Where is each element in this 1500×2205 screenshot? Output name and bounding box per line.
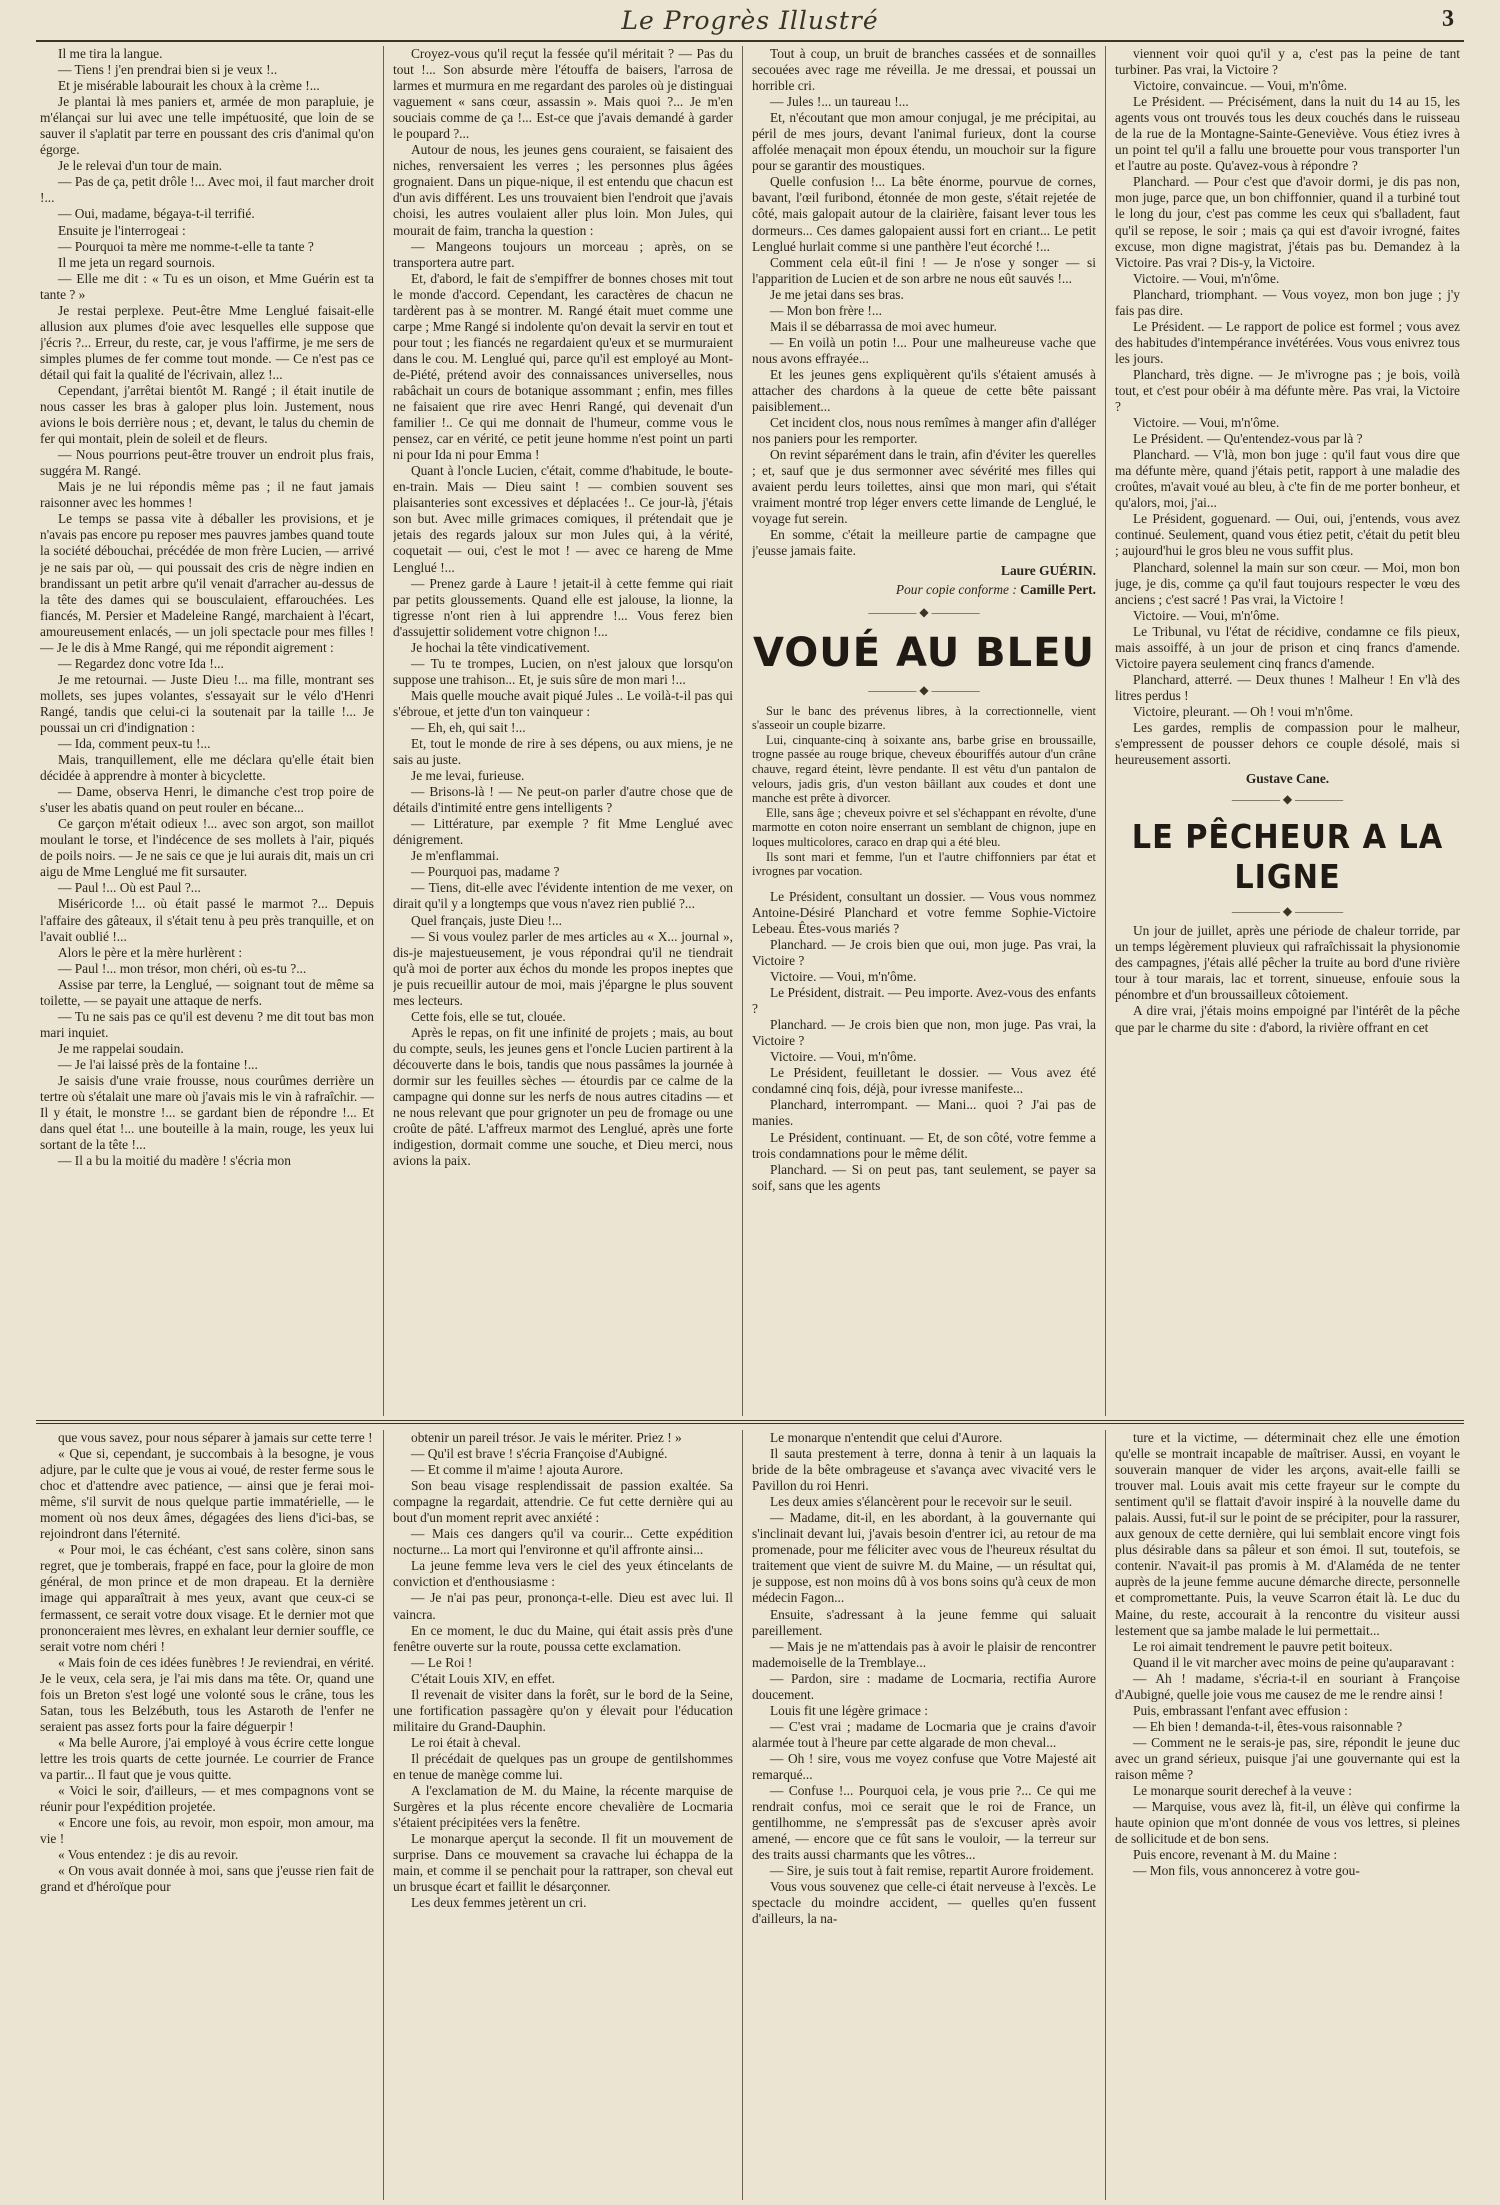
- paragraph: — Mais je ne m'attendais pas à avoir le plaisir de rencontrer mademoiselle de la Tremblaye...: [752, 1638, 1096, 1670]
- paragraph: Planchard. — Je crois bien que oui, mon juge. Pas vrai, la Victoire ?: [752, 936, 1096, 968]
- ornament-divider: ———— ◆ ————: [868, 682, 980, 697]
- paragraph: — Regardez donc votre Ida !...: [58, 655, 224, 671]
- paragraph: Planchard. — Si on peut pas, tant seulement, se payer sa soif, sans que les agents: [752, 1161, 1096, 1193]
- paragraph: Le Président. — Le rapport de police est formel ; vous avez des habitudes d'intempérance invétérées. Vous vous enivrez tous les jours.: [1115, 318, 1460, 366]
- paragraph: — Eh, eh, qui sait !...: [411, 719, 526, 735]
- paragraph: — Le Roi !: [411, 1654, 473, 1670]
- paragraph: — Oui, madame, bégaya-t-il terrifié.: [58, 206, 255, 222]
- paragraph: Il me jeta un regard sournois.: [58, 254, 215, 270]
- paragraph: Planchard, triomphant. — Vous voyez, mon bon juge ; j'y fais pas dire.: [1115, 286, 1460, 318]
- paragraph: — Pourquoi ta mère me nomme-t-elle ta tante ?: [58, 238, 314, 254]
- column-divider: [1105, 46, 1106, 1416]
- paragraph: Et, tout le monde de rire à ses dépens, ou aux miens, je ne sais au juste.: [393, 736, 733, 768]
- paragraph: — Sire, je suis tout à fait remise, repartit Aurore froidement.: [770, 1863, 1094, 1879]
- paragraph: — Tu ne sais pas ce qu'il est devenu ? me dit tout bas mon mari inquiet.: [40, 1008, 374, 1040]
- copy-name: Camille Pert.: [1020, 581, 1096, 597]
- paragraph: « On vous avait donnée à moi, sans que j'eusse rien fait de grand et d'héroïque pour: [40, 1863, 374, 1895]
- paragraph: Mais quelle mouche avait piqué Jules .. Le voilà-t-il pas qui s'ébroue, et jette d'un ton vainqueur :: [393, 687, 733, 719]
- paragraph: Le Président. — Précisément, dans la nuit du 14 au 15, les agents vous ont trouvés tous les deux couchés dans le ruisseau de la rue de la Montagne-Sainte-Geneviève. Vous étiez ivres à un point tel qu'il a fallu une brouette pour vous transporter l'un et l'autre au poste. Qu'avez-vous à répondre ?: [1115, 94, 1460, 174]
- paragraph: Puis encore, revenant à M. du Maine :: [1133, 1847, 1338, 1863]
- header-rule: [36, 40, 1464, 42]
- paragraph: Planchard, interrompant. — Mani... quoi ? J'ai pas de manies.: [752, 1097, 1096, 1129]
- article-preamble: [752, 704, 1096, 879]
- paragraph: — Ida, comment peux-tu !...: [58, 736, 211, 752]
- section-rule: [36, 1420, 1464, 1424]
- paragraph: Cette fois, elle se tut, clouée.: [411, 1008, 566, 1024]
- paragraph: Victoire, convaincue. — Voui, m'n'ôme.: [1133, 78, 1348, 94]
- paragraph: Planchard, solennel la main sur son cœur. — Moi, mon bon juge, je dis, comme ça qu'il faut toujours respecter le vœu des anciens ; c'est sacré ! Pas vrai, la Victoire !: [1115, 559, 1460, 607]
- paragraph: — Ah ! madame, s'écria-t-il en souriant à Françoise d'Aubigné, quelle joie vous me causez de me le rendre ainsi !: [1115, 1670, 1460, 1702]
- paragraph: — Tu te trompes, Lucien, on n'est jaloux que lorsqu'on suppose une trahison... Et, je suis sûre de mon mari !...: [393, 655, 733, 687]
- paragraph: Il revenait de visiter dans la forêt, sur le bord de la Seine, une fortification passagère qu'on y élevait pour l'éducation militaire du Grand-Dauphin.: [393, 1686, 733, 1734]
- paragraph: Ils sont mari et femme, l'un et l'autre chiffonniers par état et ivrognes par vocation.: [752, 849, 1096, 879]
- paragraph: Je hochai la tête vindicativement.: [411, 639, 590, 655]
- paragraph: — Pas de ça, petit drôle !... Avec moi, il faut marcher droit !...: [40, 174, 374, 206]
- page-number: 3: [1442, 6, 1454, 32]
- paragraph: Sur le banc des prévenus libres, à la correctionnelle, vient s'asseoir un couple bizarre.: [752, 703, 1096, 733]
- paragraph: Miséricorde !... où était passé le marmot ?... Depuis l'affaire des gâteaux, il s'était tenu à peu près tranquille, et on l'avait oublié !...: [40, 896, 374, 944]
- paragraph: « Mais foin de ces idées funèbres ! Je reviendrai, en vérité. Je le veux, cela sera, je l'ai mis dans ma tête. Or, quand une fois un Breton s'est logé une volonté sous le crâne, tous les Satan, tous les Belzébuth, tous les Astaroth de l'enfer ne seraient pas assez forts pour la faire déguerpir !: [40, 1654, 374, 1734]
- paragraph: Quel français, juste Dieu !...: [411, 912, 562, 928]
- paragraph: — Je l'ai laissé près de la fontaine !...: [58, 1056, 258, 1072]
- paragraph: — Pourquoi pas, madame ?: [411, 864, 560, 880]
- paragraph: — Dame, observa Henri, le dimanche c'est trop poire de s'user les abatis quand on peut rouler en bécane...: [40, 784, 374, 816]
- paragraph: — Paul !... mon trésor, mon chéri, où es-tu ?...: [58, 960, 307, 976]
- paragraph: — Littérature, par exemple ? fit Mme Lenglué avec dénigrement.: [393, 816, 733, 848]
- paragraph: Le temps se passa vite à déballer les provisions, et je n'avais pas encore pu reposer mes pauvres jambes quand toute la société débouchai, précédée de mon frère Lucien, — arrivé je ne sais par où, — qui poussait des cris de nègre indien en brandissant un petit arbre qu'il venait d'arracher au-dessus de la tête des dames qui se bousculaient, effarouchées. Les fiancés, M. Persier et Madeleine Rangé, marchaient à l'écart, amoureusement enlacés, — un joli spectacle pour mes filles ! — Je le dis à Mme Rangé, qui me répondit aigrement :: [40, 511, 374, 655]
- bottom-column-1: [40, 1430, 374, 2200]
- paragraph: Je plantai là mes paniers et, armée de mon parapluie, je m'élançai sur lui avec une telle impétuosité, que loin de se sauver il s'aplatit par terre en poussant des cris d'animal qu'on égorge.: [40, 94, 374, 158]
- paragraph: Quelle confusion !... La bête énorme, pourvue de cornes, bavant, l'œil furibond, étonnée de mon geste, s'était rejetée de côté, mais galopait autour de la clairière, faisant lever tous les dormeurs... Ces dames galopaient aussi fort en criant... Le petit Lenglué hurlait comme si une panthère l'eut écorché !...: [752, 174, 1096, 254]
- paragraph: — Et comme il m'aime ! ajouta Aurore.: [411, 1462, 624, 1478]
- paragraph: Le roi était à cheval.: [411, 1734, 521, 1750]
- paragraph: Je m'enflammai.: [411, 848, 499, 864]
- top-column-4: [1115, 46, 1460, 1416]
- paragraph: Planchard. — Je crois bien que non, mon juge. Pas vrai, la Victoire ?: [752, 1017, 1096, 1049]
- paragraph: — Marquise, vous avez là, fit-il, un élève qui confirme la haute opinion que m'ont donnée de vous vos lettres, si pleines de sollicitude et de bon sens.: [1115, 1799, 1460, 1847]
- paragraph: Victoire, pleurant. — Oh ! voui m'n'ôme.: [1133, 703, 1354, 719]
- paragraph: Le monarque sourit derechef à la veuve :: [1133, 1783, 1352, 1799]
- paragraph: — Je n'ai pas peur, prononça-t-elle. Dieu est avec lui. Il vaincra.: [393, 1590, 733, 1622]
- paragraph: Le monarque aperçut la seconde. Il fit un mouvement de surprise. Dans ce mouvement sa cravache lui échappa de la main, et comme il se penchait pour la rattraper, son cheval eut un brusque écart et faillit le désarçonner.: [393, 1831, 733, 1895]
- paragraph: Croyez-vous qu'il reçut la fessée qu'il méritait ? — Pas du tout !... Son absurde mère l'étouffa de baisers, l'arrosa de larmes et murmura en me regardant des paroles où je distinguai vaguement « sans cœur, assassin ». Mais quoi ?... Je m'en souciais comme de ça !... Est-ce que j'avais demandé à garder le poupard ?...: [393, 46, 733, 142]
- paragraph: — Pardon, sire : madame de Locmaria, rectifia Aurore doucement.: [752, 1670, 1096, 1702]
- column-divider: [742, 46, 743, 1416]
- paragraph: Planchard, atterré. — Deux thunes ! Malheur ! En v'là des litres perdus !: [1115, 671, 1460, 703]
- column-divider: [383, 46, 384, 1416]
- paragraph: Et, n'écoutant que mon amour conjugal, je me précipitai, au péril de mes jours, devant l'animal furieux, dont la course affolée menaçait mon époux étendu, un mouchoir sur la figure pour se garantir des moustiques.: [752, 110, 1096, 174]
- paragraph: — En voilà un potin !... Pour une malheureuse vache que nous avons effrayée...: [752, 334, 1096, 366]
- article-title: VOUÉ AU BLEU: [753, 629, 1095, 676]
- paragraph: que vous savez, pour nous séparer à jamais sur cette terre !: [58, 1430, 373, 1445]
- paragraph: Quant à l'oncle Lucien, c'était, comme d'habitude, le boute-en-train. Mais — Dieu saint ! — combien souvent ses plaisanteries sont excessives et déplacées !.. Ce jour-là, j'étais son but. Avec mille grimaces comiques, il prétendait que je jetais des regards jaloux sur mon Jules qui, à la vérité, coquetait — oui, c'est le mot ! — avec ce hareng de Mme Lenglué !...: [393, 463, 733, 575]
- paragraph: viennent voir quoi qu'il y a, c'est pas la peine de tant turbiner. Pas vrai, la Victoire ?: [1115, 46, 1460, 78]
- paragraph: Victoire. — Voui, m'n'ôme.: [770, 1049, 917, 1065]
- paragraph: Il me tira la langue.: [58, 46, 163, 61]
- masthead: [40, 6, 1460, 34]
- paragraph: Les deux amies s'élancèrent pour le recevoir sur le seuil.: [770, 1494, 1073, 1510]
- paragraph: Planchard, très digne. — Je m'ivrogne pas ; je bois, voilà tout, et c'est pour obéir à ma défunte mère. Pas vrai, la Victoire ?: [1115, 366, 1460, 415]
- paragraph: En somme, c'était la meilleure partie de campagne que j'eusse jamais faite.: [752, 527, 1096, 559]
- top-column-1: [40, 46, 374, 1416]
- paragraph: — Mon fils, vous annoncerez à votre gou-: [1133, 1863, 1360, 1879]
- paragraph: ture et la victime, — déterminait chez elle une émotion qu'elle se montrait incapable de maîtriser. Aussi, en voyant le souverain manquer de vider les arçons, avait-elle failli se trouver mal. Louis avait mis cette frayeur sur le compte du sentiment qu'il se flattait d'avoir inspiré à la nouvelle dame du palais. Aussi, fut-il sur le point de se précipiter, pour la rassurer, aux genoux de cette dernière, qui lui semblait encore vingt fois plus désirable dans sa pâleur et son émoi. Il sut, toutefois, se contenir. N'avait-il pas promis à M. d'Alaméda de ne tenter auprès de la jeune femme aucune démarche directe, personnelle et compromettante. Puis, la veuve Scarron était là. Le duc du Maine, du reste, accourait à la rencontre du visiteur aussi lestement que sa jambe malade le lui permettait...: [1115, 1430, 1460, 1638]
- paragraph: Je me jetai dans ses bras.: [770, 286, 904, 302]
- column-divider: [383, 1430, 384, 2200]
- paragraph: — Qu'il est brave ! s'écria Françoise d'Aubigné.: [411, 1446, 668, 1462]
- paragraph: — Oh ! sire, vous me voyez confuse que Votre Majesté ait remarqué...: [752, 1750, 1096, 1782]
- paragraph: — Prenez garde à Laure ! jetait-il à cette femme qui riait par petits gloussements. Quand elle est jalouse, la lionne, la tigresse n'ont rien à lui apprendre !... Vous ferez bien d'assujettir solidement votre chignon !...: [393, 575, 733, 639]
- ornament-divider: ———— ◆ ————: [1231, 792, 1344, 807]
- paragraph: — Si vous voulez parler de mes articles au « X... journal », dis-je majestueusement, je vous répondrai qu'il ne tiendrait qu'à moi de porter aux échos du monde les propos ineptes que je puis recueillir autour de moi, mais j'épargne le plus souvent mes lecteurs.: [393, 928, 733, 1008]
- paragraph: Je saisis d'une vraie frousse, nous courûmes derrière un tertre où s'étalait une mare où j'avais mis le vin à rafraîchir. — Il y était, le monstre !... se gardant bien de répondre !... Et dans quel état !... une bouteille à la main, rouge, les yeux lui sortant de la tête !...: [40, 1073, 374, 1153]
- paragraph: Je me rappelai soudain.: [58, 1040, 184, 1056]
- paragraph: — Mangeons toujours un morceau ; après, on se transportera autre part.: [393, 238, 733, 270]
- ornament-divider: ———— ◆ ————: [868, 604, 980, 619]
- paragraph: Louis fit une légère grimace :: [770, 1702, 929, 1718]
- article-title: LE PÊCHEUR A LA LIGNE: [1131, 817, 1444, 897]
- paragraph: Vous vous souvenez que celle-ci était nerveuse à l'excès. Le spectacle du moindre accident, — quelles qu'en fussent d'ailleurs, la na-: [752, 1879, 1096, 1927]
- paragraph: Elle, sans âge ; cheveux poivre et sel s'échappant en révolte, d'une marmotte en coton noire enserrant un semblant de chignon, jupe en loques multicolores, caraco en drap qui a été bleu.: [752, 805, 1096, 850]
- paragraph: — Elle me dit : « Tu es un oison, et Mme Guérin est ta tante ? »: [40, 270, 374, 302]
- paragraph: Lui, cinquante-cinq à soixante ans, barbe grise en broussaille, trogne passée au rouge brique, cheveux ébouriffés autour d'un crâne chauve, regard éteint, lèvre pendante. Il est vêtu d'un pantalon de velours, jadis gris, d'un veston bâillant aux coudes et dont une manche est prête à divorcer.: [752, 732, 1096, 806]
- paragraph: Le monarque n'entendit que celui d'Aurore.: [770, 1430, 1003, 1445]
- paragraph: Les deux femmes jetèrent un cri.: [411, 1895, 587, 1911]
- paragraph: Victoire. — Voui, m'n'ôme.: [1133, 415, 1280, 431]
- top-column-3: [752, 46, 1096, 1416]
- paragraph: En ce moment, le duc du Maine, qui était assis près d'une fenêtre ouverte sur la route, poussa cette exclamation.: [393, 1622, 733, 1654]
- paragraph: Quand il le vit marcher avec moins de peine qu'auparavant :: [1133, 1654, 1455, 1670]
- paragraph: Et je misérable labourait les choux à la crème !...: [58, 78, 320, 94]
- top-column-2: [393, 46, 733, 1416]
- paragraph: A dire vrai, j'étais moins empoigné par l'intérêt de la pêche que par le charme du site : d'abord, la rivière offrant en cet: [1115, 1003, 1460, 1035]
- paragraph: Le Tribunal, vu l'état de récidive, condamne ce fils pieux, mais assoiffé, à un jour de prison et cinq francs d'amende. Victoire payera seulement cinq francs d'amende.: [1115, 623, 1460, 671]
- paragraph: Le Président, continuant. — Et, de son côté, votre femme a trois condamnations pour le même délit.: [752, 1129, 1096, 1161]
- paragraph: « Vous entendez : je dis au revoir.: [58, 1847, 239, 1863]
- paragraph: Il précédait de quelques pas un groupe de gentilshommes en tenue de manège comme lui.: [393, 1750, 733, 1782]
- paragraph: Un jour de juillet, après une période de chaleur torride, par un temps légèrement pluvieux qui rafraîchissait la physionomie des campagnes, j'étais allé pêcher la truite au bord d'une rivière tour à tour marais, lac et torrent, sinueuse, enfouie sous la pénombre et d'un broussailleux côtoiement.: [1115, 923, 1460, 1003]
- paragraph: — Mon bon frère !...: [770, 302, 882, 318]
- paragraph: — Jules !... un taureau !...: [770, 94, 909, 110]
- column-divider: [1105, 1430, 1106, 2200]
- paragraph: Je restai perplexe. Peut-être Mme Lenglué faisait-elle allusion aux plumes d'oie avec lesquelles elle suppose que j'écris ?... Erreur, du reste, car, je vous l'affirme, je me sers de simples plumes de fer comme tout monde. — Ce n'est pas ce détail qui fait la qualité de l'écrivain, allez !...: [40, 302, 374, 382]
- paragraph: Assise par terre, la Lenglué, — soignant tout de même sa toilette, — se payait une attaque de nerfs.: [40, 976, 374, 1008]
- paragraph: Et les jeunes gens expliquèrent qu'ils s'étaient amusés à attacher des chardons à la queue de cette bête paissant paisiblement...: [752, 366, 1096, 415]
- paragraph: — Confuse !... Pourquoi cela, je vous prie ?... Ce qui me rendrait confus, moi ce serait que le roi de France, un gentilhomme, ne s'empressât pas de s'excuser après avoir amené, — encore que ce fût sans le vouloir, — la terreur sur des traits aussi charmants que les vôtres...: [752, 1783, 1096, 1863]
- paragraph: Le Président. — Qu'entendez-vous par là ?: [1133, 431, 1363, 447]
- author-signature: Gustave Cane.: [1245, 771, 1330, 787]
- paragraph: — Madame, dit-il, en les abordant, à la gouvernante qui s'inclinait devant lui, j'avais besoin d'entrer ici, au retour de ma promenade, pour me féliciter avec vous de l'heureux résultat du traitement que vient de suivre M. du Maine, — un résultat qui, je suppose, est non moins dû à vos bons soins qu'à ceux de mon médecin Fagon...: [752, 1510, 1096, 1606]
- paragraph: — Eh bien ! demanda-t-il, êtes-vous raisonnable ?: [1133, 1718, 1403, 1734]
- paragraph: On revint séparément dans le train, afin d'éviter les querelles ; et, sauf que je dus sermonner avec sévérité mes filles qui avaient perdu leurs toilettes, ainsi que mon mari, qui s'était vraiment montré trop léger envers cette limande de Lenglué, le voyage fut serein.: [752, 447, 1096, 527]
- paragraph: « Pour moi, le cas échéant, c'est sans colère, sinon sans regret, que je tomberais, frappé en face, pour la gloire de mon général, de mon prince et de mon drapeau. Et la dernière image qui apparaîtrait à mes yeux, avant que ceux-ci se fermassent, ce serait votre doux visage. Et le dernier mot que prononceraient mes lèvres, en exhalant leur dernier souffle, ce serait votre nom chéri !: [40, 1542, 374, 1654]
- paragraph: Victoire. — Voui, m'n'ôme.: [770, 969, 917, 985]
- paragraph: — Comment ne le serais-je pas, sire, répondit le jeune duc avec un grand sérieux, puisque j'ai une gouvernante qui est la raison même ?: [1115, 1734, 1460, 1782]
- paragraph: La jeune femme leva vers le ciel des yeux étincelants de conviction et d'enthousiasme :: [393, 1558, 733, 1590]
- paragraph: — Brisons-là ! — Ne peut-on parler d'autre chose que de détails d'intimité entre gens intelligents ?: [393, 784, 733, 816]
- paragraph: Après le repas, on fit une infinité de projets ; mais, au bout du compte, seuls, les jeunes gens et l'oncle Lucien partirent à la découverte dans le bois, tandis que nous passâmes la journée à dormir sur les feuilles sèches — étourdis par ce calme de la campagne qui donne sur les nerfs de nous autres citadins — et ne nous relevant que pour grignoter un peu de fromage ou une croûte de pâté. L'affreux marmot des Lenglué, après une forte indigestion, dormait comme une souche, et Dieu merci, nous avions la paix.: [393, 1024, 733, 1169]
- paragraph: Cependant, j'arrêtai bientôt M. Rangé ; il était inutile de nous casser les bras à galoper plus loin. Justement, nous avions le bois derrière nous ; et, devant, le talus du chemin de fer qui montait, plein de soleil et de fleurs.: [40, 382, 374, 447]
- paragraph: Ensuite je l'interrogeai :: [58, 222, 186, 238]
- paragraph: Victoire. — Voui, m'n'ôme.: [1133, 270, 1280, 286]
- paragraph: Je me levai, furieuse.: [411, 768, 525, 784]
- paragraph: Tout à coup, un bruit de branches cassées et de sonnailles secouées avec rage me réveilla. Je me dressai, et poussai un horrible cri.: [752, 46, 1096, 94]
- paragraph: Ensuite, s'adressant à la jeune femme qui saluait pareillement.: [752, 1606, 1096, 1638]
- paragraph: « Encore une fois, au revoir, mon espoir, mon amour, ma vie !: [40, 1815, 374, 1847]
- paragraph: Le Président, feuilletant le dossier. — Vous avez été condamné cinq fois, déjà, pour ivresse manifeste...: [752, 1065, 1096, 1097]
- paragraph: Je me retournai. — Juste Dieu !... ma fille, montrant ses mollets, ses jupes volantes, s'essayait sur le vélo d'Henri Rangé, tandis que celui-ci la soutenait par la taille !... Je poussai un cri d'indignation :: [40, 671, 374, 735]
- paragraph: — Tiens ! j'en prendrai bien si je veux !..: [58, 62, 278, 78]
- paragraph: Mais, tranquillement, elle me déclara qu'elle était bien décidée à apprendre à monter à bicyclette.: [40, 752, 374, 784]
- paragraph: — Il a bu la moitié du madère ! s'écria mon: [58, 1153, 291, 1169]
- paragraph: Le Président, consultant un dossier. — Vous vous nommez Antoine-Désiré Planchard et votre femme Sophie-Victoire Lebeau. Êtes-vous mariés ?: [752, 888, 1096, 936]
- paragraph: Le roi aimait tendrement le pauvre petit boiteux.: [1133, 1638, 1393, 1654]
- paragraph: Alors le père et la mère hurlèrent :: [58, 944, 243, 960]
- paragraph: Cet incident clos, nous nous remîmes à manger afin d'alléger nos paniers pour les remporter.: [752, 415, 1096, 447]
- paragraph: Ce garçon m'était odieux !... avec son argot, son maillot moulant le torse, et l'indécence de ses mollets à l'air, piqués de poils noirs. — Je ne sais ce que je lui aurais dit, mais un cri aigu de Mme Lenglué me fit sursauter.: [40, 816, 374, 880]
- column-divider: [742, 1430, 743, 2200]
- paragraph: — Paul !... Où est Paul ?...: [58, 880, 201, 896]
- paragraph: Le Président, distrait. — Peu importe. Avez-vous des enfants ?: [752, 985, 1096, 1017]
- bottom-column-2: [393, 1430, 733, 2200]
- copy-line: [752, 582, 1096, 598]
- paragraph: « Que si, cependant, je succombais à la besogne, je vous adjure, par le culte que je vous ai voué, de rester ferme sous le choc et d'attendre avec patience, — ainsi que je ferai moi-même, s'il survit de nous quelque partie immatérielle, — le moment où nos deux âmes, dégagées des liens d'ici-bas, se rejoindront dans l'éternité.: [40, 1446, 374, 1542]
- paragraph: — Tiens, dit-elle avec l'évidente intention de me vexer, on dirait qu'il y a longtemps que vous n'avez rien publié ?...: [393, 880, 733, 912]
- paragraph: Les gardes, remplis de compassion pour le malheur, s'empressent de pousser dehors ce couple désolé, mais si heureusement assorti.: [1115, 719, 1460, 768]
- paragraph: C'était Louis XIV, en effet.: [411, 1670, 555, 1686]
- paragraph: Mais je ne lui répondis même pas ; il ne faut jamais raisonner avec les hommes !: [40, 479, 374, 511]
- paragraph: — C'est vrai ; madame de Locmaria que je crains d'avoir alarmée tout à l'heure par cette algarade de mon cheval...: [752, 1718, 1096, 1750]
- paragraph: « Voici le soir, d'ailleurs, — et mes compagnons vont se réunir pour l'expédition projetée.: [40, 1783, 374, 1815]
- paragraph: Planchard. — V'là, mon bon juge : qu'il faut vous dire que ma défunte mère, quand j'étais petit, rapport à une maladie des croûtes, m'avait voué au bleu, à c'te fin de me porter bonheur, et qu'alors, moi, j'ai...: [1115, 447, 1460, 511]
- paragraph: Le Président, goguenard. — Oui, oui, j'entends, vous avez continué. Seulement, quand vous étiez petit, c'était du petit bleu ; aujourd'hui le gros bleu ne vous suffit plus.: [1115, 511, 1460, 559]
- paragraph: obtenir un pareil trésor. Je vais le mériter. Priez ! »: [411, 1430, 682, 1445]
- paragraph: — Mais ces dangers qu'il va courir... Cette expédition nocturne... La mort qui l'environne et qu'il affronte ainsi...: [393, 1526, 733, 1558]
- paragraph: Comment cela eût-il fini ! — Je n'ose y songer — si l'apparition de Lucien et de son arbre ne nous eût sauvés !...: [752, 254, 1096, 286]
- author-signature: Laure GUÉRIN.: [1001, 562, 1096, 578]
- paragraph: Mais il se débarrassa de moi avec humeur.: [770, 318, 997, 334]
- ornament-divider: ———— ◆ ————: [1231, 904, 1344, 919]
- paragraph: — Nous pourrions peut-être trouver un endroit plus frais, suggéra M. Rangé.: [40, 447, 374, 479]
- paragraph: Planchard. — Pour c'est que d'avoir dormi, je dis pas non, mon juge, parce que, un bon chiffonnier, quand il a turbiné tout le long du jour, c'est pas comme les ceux qui s'balladent, faut qu'il se repose, le soir ; mais ça qui est d'avoir ivrogné, faites excuse, mon digne magistrat, j'étais pas bu. Demandez à la Victoire. Pas vrai ? Dis-y, la Victoire.: [1115, 174, 1460, 270]
- paragraph: Et, d'abord, le fait de s'empiffrer de bonnes choses mit tout le monde d'accord. Cependant, les caractères de chacun ne tardèrent pas à se montrer. M. Rangé était muet comme une carpe ; Mme Rangé si indolente qu'on devait la servir en tout et pour tout ; les fiancés ne regardaient qu'eux et se murmuraient dans le cou. M. Lenglué qui, parce qu'il est employé au Mont-de-Piété, prétend avoir des connaissances universelles, nous rabâchait un cours de botanique assommant ; enfin, mes filles ne faisaient que rire avec Henri Rangé, qui devenait d'un familier !.. Ce qui me donnait de l'humeur, comme vous le pensez, car en vérité, ce petit jeune homme n'est point un parti ni pour Ida ni pour Emma !: [393, 270, 733, 463]
- bottom-column-4: [1115, 1430, 1460, 2200]
- paragraph: A l'exclamation de M. du Maine, la récente marquise de Surgères et la plus récente encore chevalière de Locmaria s'étaient précipitées vers la fenêtre.: [393, 1783, 733, 1831]
- paragraph: Victoire. — Voui, m'n'ôme.: [1133, 607, 1280, 623]
- masthead-title: Le Progrès Illustré: [621, 6, 879, 35]
- paragraph: Son beau visage resplendissait de passion exaltée. Sa compagne la regardait, attendrie. Ce fut cette dernière qui au bout d'un moment reprit avec anxiété :: [393, 1478, 733, 1526]
- paragraph: Il sauta prestement à terre, donna à tenir à un laquais la bride de la bête ombrageuse et s'avança avec vivacité vers le Pavillon du roi Henri.: [752, 1446, 1096, 1494]
- bottom-column-3: [752, 1430, 1096, 2200]
- paragraph: Puis, embrassant l'enfant avec effusion :: [1133, 1702, 1348, 1718]
- paragraph: Je le relevai d'un tour de main.: [58, 158, 223, 174]
- paragraph: Autour de nous, les jeunes gens couraient, se faisaient des niches, renversaient les verres ; les personnes plus âgées grognaient. Dans un pique-nique, il est entendu que chacun est d'un avis différent. Les uns trouvaient bien l'endroit que j'avais choisi, les autres voulaient aller plus loin. Mon Jules, qui mourait de faim, trancha la question :: [393, 142, 733, 238]
- copy-label: Pour copie conforme :: [895, 581, 1017, 597]
- paragraph: « Ma belle Aurore, j'ai employé à vous écrire cette longue lettre les trois quarts de cette journée. Le courrier de France va partir... Il faut que je vous quitte.: [40, 1734, 374, 1782]
